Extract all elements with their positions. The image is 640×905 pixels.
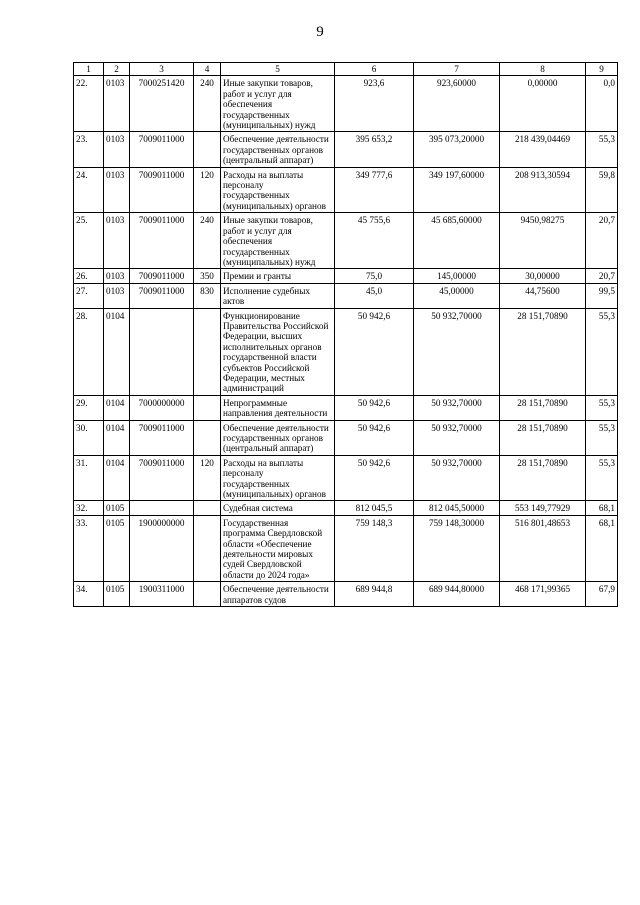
expense-type-code: 240 [194,76,221,132]
column-header: 6 [335,63,414,76]
expense-type-code [194,395,221,420]
column-header: 7 [414,63,500,76]
execution-percent: 68,1 [586,515,618,581]
execution-percent: 55,3 [586,420,618,455]
row-number: 34. [74,582,104,607]
expense-name: Судебная система [221,501,335,515]
table-row [74,283,618,308]
planned-amount: 923,6 [335,76,414,132]
expense-type-code [194,420,221,455]
row-number: 31. [74,455,104,501]
column-header: 3 [130,63,194,76]
section-code: 0103 [104,269,130,283]
expense-name: Иные закупки товаров, работ и услуг для обеспечения государственных (муниципальных) нужд [221,76,335,132]
planned-amount: 812 045,5 [335,501,414,515]
expense-name: Государственная программа Свердловской области «Обеспечение деятельности мировых судей Свердловской области до 2024 года» [221,515,335,581]
section-code: 0105 [104,515,130,581]
expense-name: Исполнение судебных актов [221,283,335,308]
column-header: 5 [221,63,335,76]
specified-amount: 923,60000 [414,76,500,132]
expense-type-code: 350 [194,269,221,283]
row-number: 22. [74,76,104,132]
planned-amount: 75,0 [335,269,414,283]
row-number: 33. [74,515,104,581]
expense-name: Иные закупки товаров, работ и услуг для обеспечения государственных (муниципальных) нужд [221,213,335,269]
table-row [74,132,618,167]
specified-amount: 812 045,50000 [414,501,500,515]
target-article-code: 7009011000 [130,213,194,269]
executed-amount: 28 151,70890 [500,395,586,420]
table-row [74,515,618,581]
table-row [74,455,618,501]
page-number: 9 [316,24,324,40]
target-article-code: 7009011000 [130,420,194,455]
executed-amount: 208 913,30594 [500,167,586,213]
section-code: 0104 [104,455,130,501]
table-row [74,308,618,395]
specified-amount: 50 932,70000 [414,395,500,420]
planned-amount: 50 942,6 [335,308,414,395]
expense-type-code [194,132,221,167]
execution-percent: 55,3 [586,455,618,501]
expense-type-code: 830 [194,283,221,308]
expense-name: Обеспечение деятельности государственных органов (центральный аппарат) [221,132,335,167]
target-article-code: 7000000000 [130,395,194,420]
execution-percent: 59,8 [586,167,618,213]
row-number: 26. [74,269,104,283]
target-article-code: 1900000000 [130,515,194,581]
row-number: 27. [74,283,104,308]
execution-percent: 55,3 [586,308,618,395]
target-article-code: 7009011000 [130,132,194,167]
section-code: 0105 [104,582,130,607]
column-header: 4 [194,63,221,76]
planned-amount: 45 755,6 [335,213,414,269]
section-code: 0103 [104,132,130,167]
execution-percent: 20,7 [586,269,618,283]
column-header: 8 [500,63,586,76]
table-row [74,76,618,132]
executed-amount: 218 439,04469 [500,132,586,167]
row-number: 30. [74,420,104,455]
section-code: 0103 [104,213,130,269]
section-code: 0104 [104,395,130,420]
section-code: 0104 [104,420,130,455]
table-row [74,582,618,607]
expense-name: Обеспечение деятельности государственных органов (центральный аппарат) [221,420,335,455]
executed-amount: 553 149,77929 [500,501,586,515]
specified-amount: 50 932,70000 [414,455,500,501]
planned-amount: 50 942,6 [335,420,414,455]
planned-amount: 395 653,2 [335,132,414,167]
header-row [74,63,618,76]
specified-amount: 395 073,20000 [414,132,500,167]
execution-percent: 67,9 [586,582,618,607]
section-code: 0104 [104,308,130,395]
planned-amount: 349 777,6 [335,167,414,213]
target-article-code: 7009011000 [130,283,194,308]
target-article-code: 7000251420 [130,76,194,132]
execution-percent: 0,0 [586,76,618,132]
target-article-code: 1900311000 [130,582,194,607]
budget-table [73,62,618,607]
executed-amount: 28 151,70890 [500,420,586,455]
row-number: 23. [74,132,104,167]
section-code: 0103 [104,283,130,308]
specified-amount: 50 932,70000 [414,420,500,455]
row-number: 32. [74,501,104,515]
table-row [74,213,618,269]
executed-amount: 0,00000 [500,76,586,132]
table-row [74,420,618,455]
target-article-code: 7009011000 [130,455,194,501]
planned-amount: 50 942,6 [335,455,414,501]
expense-name: Расходы на выплаты персоналу государственных (муниципальных) органов [221,167,335,213]
specified-amount: 50 932,70000 [414,308,500,395]
execution-percent: 55,3 [586,395,618,420]
specified-amount: 45 685,60000 [414,213,500,269]
executed-amount: 30,00000 [500,269,586,283]
expense-name: Обеспечение деятельности аппаратов судов [221,582,335,607]
specified-amount: 349 197,60000 [414,167,500,213]
executed-amount: 9450,98275 [500,213,586,269]
planned-amount: 50 942,6 [335,395,414,420]
expense-type-code: 120 [194,455,221,501]
expense-type-code [194,515,221,581]
table-body [74,76,618,607]
planned-amount: 759 148,3 [335,515,414,581]
executed-amount: 28 151,70890 [500,308,586,395]
row-number: 28. [74,308,104,395]
target-article-code [130,501,194,515]
section-code: 0103 [104,167,130,213]
expense-name: Непрограммные направления деятельности [221,395,335,420]
section-code: 0103 [104,76,130,132]
column-header: 9 [586,63,618,76]
target-article-code: 7009011000 [130,269,194,283]
column-header: 1 [74,63,104,76]
expense-type-code: 120 [194,167,221,213]
row-number: 24. [74,167,104,213]
executed-amount: 28 151,70890 [500,455,586,501]
expense-type-code [194,501,221,515]
section-code: 0105 [104,501,130,515]
execution-percent: 99,5 [586,283,618,308]
expense-type-code [194,308,221,395]
executed-amount: 516 801,48653 [500,515,586,581]
table-row [74,269,618,283]
planned-amount: 689 944,8 [335,582,414,607]
specified-amount: 145,00000 [414,269,500,283]
column-header: 2 [104,63,130,76]
planned-amount: 45,0 [335,283,414,308]
executed-amount: 468 171,99365 [500,582,586,607]
expense-type-code [194,582,221,607]
expense-type-code: 240 [194,213,221,269]
expense-name: Премии и гранты [221,269,335,283]
table-row [74,501,618,515]
execution-percent: 20,7 [586,213,618,269]
table-row [74,395,618,420]
execution-percent: 68,1 [586,501,618,515]
expense-name: Расходы на выплаты персоналу государственных (муниципальных) органов [221,455,335,501]
target-article-code: 7009011000 [130,167,194,213]
row-number: 25. [74,213,104,269]
target-article-code [130,308,194,395]
specified-amount: 689 944,80000 [414,582,500,607]
executed-amount: 44,75600 [500,283,586,308]
table-row [74,167,618,213]
specified-amount: 759 148,30000 [414,515,500,581]
row-number: 29. [74,395,104,420]
specified-amount: 45,00000 [414,283,500,308]
expense-name: Функционирование Правительства Российской Федерации, высших исполнительных органов государственной власти субъектов Российской Федерации, местных администраций [221,308,335,395]
execution-percent: 55,3 [586,132,618,167]
